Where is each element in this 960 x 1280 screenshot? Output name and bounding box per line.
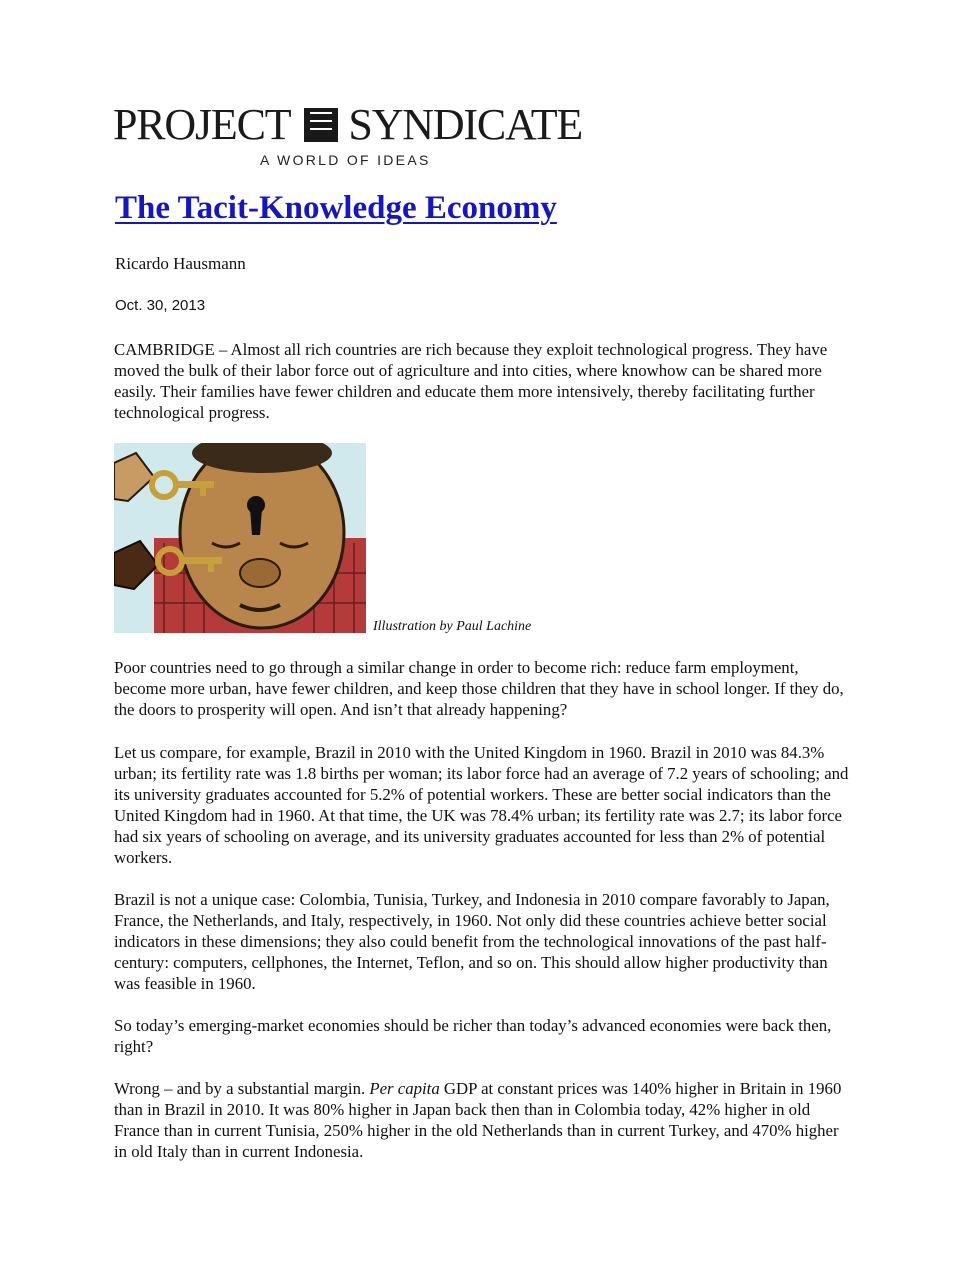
publish-date: Oct. 30, 2013 [115, 297, 206, 314]
logo-word-syndicate: SYNDICATE [348, 100, 583, 149]
tagline: A WORLD OF IDEAS [260, 152, 431, 168]
logo-mark-icon [304, 108, 338, 142]
logo-word-project: PROJECT [113, 100, 291, 149]
article-illustration [114, 443, 366, 633]
paragraph-4: Brazil is not a unique case: Colombia, Tunisia, Turkey, and Indonesia in 2010 compare favorably to Japan, France, the Netherlands, and Italy, respectively, in 1960. Not only did these countries achieve better social indicators in these dimensions; they also could benefit from the technological innovations of the past half-century: computers, cellphones, the Internet, Teflon, and so on. This should allow higher productivity than was feasible in 1960. [114, 890, 830, 993]
paragraph-2: Poor countries need to go through a similar change in order to become rich: reduce farm employment, become more urban, have fewer children, and keep those children that they have in school longer. If they do, the doors to prosperity will open. And isn’t that already happening? [114, 658, 844, 719]
image-caption: Illustration by Paul Lachine [373, 619, 532, 634]
masthead [113, 100, 643, 170]
author-name: Ricardo Hausmann [115, 254, 246, 273]
paragraph-6 [114, 1078, 854, 1162]
paragraph-6-rest: GDP at constant prices was 140% higher in Britain in 1960 than in Brazil in 2010. It was 80% higher in Japan back then than in Colombia today, 42% higher in old France than in current Tunisia, 250% higher in the old Netherlands than in current Turkey, and 470% higher in old Italy than in current Indonesia. [114, 1079, 842, 1161]
article-title-link[interactable]: The Tacit-Knowledge Economy [115, 190, 557, 226]
logo[interactable] [113, 100, 643, 150]
paragraph-3: Let us compare, for example, Brazil in 2010 with the United Kingdom in 1960. Brazil in 2010 was 84.3% urban; its fertility rate was 1.8 births per woman; its labor force had an average of 7.2 years of schooling; and its university graduates accounted for 5.2% of potential workers. These are better social indicators than the United Kingdom had in 1960. At that time, the UK was 78.4% urban; its fertility rate was 2.7; its labor force had six years of schooling on average, and its university graduates accounted for less than 2% of potential workers. [114, 743, 849, 867]
paragraph-6-emphasis: Per capita [369, 1079, 440, 1098]
paragraph-1: CAMBRIDGE – Almost all rich countries are rich because they exploit technological progress. They have moved the bulk of their labor force out of agriculture and into cities, where knowhow can be shared more easily. Their families have fewer children and educate them more intensively, thereby facilitating further technological progress. [114, 340, 828, 422]
paragraph-5: So today’s emerging-market economies should be richer than today’s advanced economies were back then, right? [114, 1016, 832, 1056]
paragraph-6-lead: Wrong – and by a substantial margin. [114, 1079, 370, 1098]
